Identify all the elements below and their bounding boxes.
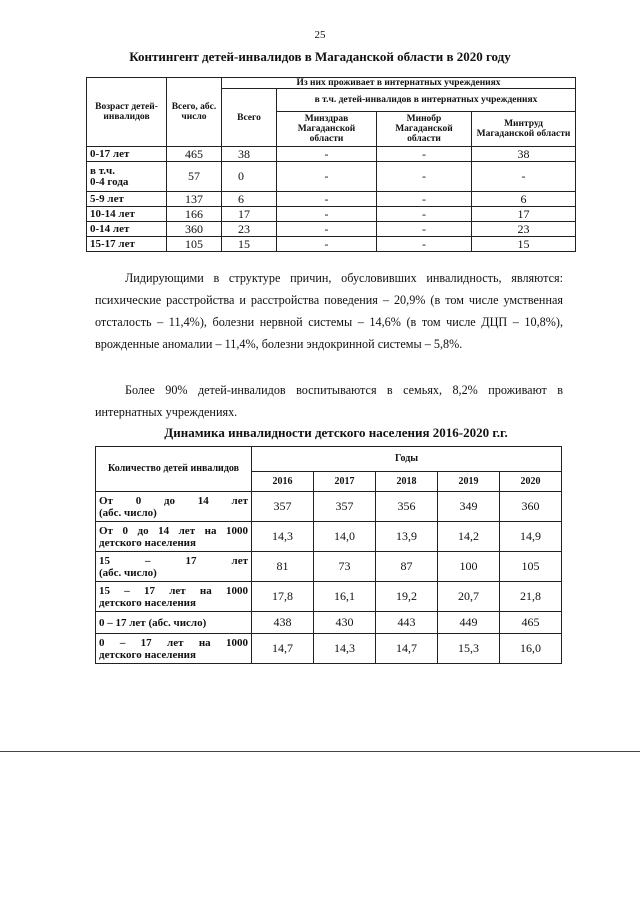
cell-2017: 14,3 bbox=[314, 634, 376, 664]
row-label-line1: 15 – 17 лет bbox=[99, 554, 248, 567]
cell-2018: 13,9 bbox=[376, 522, 438, 552]
year-2017: 2017 bbox=[314, 472, 376, 492]
header-count: Количество детей инвалидов bbox=[96, 447, 252, 492]
cell-2019: 14,2 bbox=[438, 522, 500, 552]
row-label-line2: детского населения bbox=[99, 596, 196, 609]
cell-2017: 16,1 bbox=[314, 582, 376, 612]
cell-minzdrav: - bbox=[277, 162, 377, 192]
year-2019: 2019 bbox=[438, 472, 500, 492]
table-row bbox=[87, 222, 576, 237]
cell-total: 137 bbox=[167, 192, 222, 207]
header-minobr: Минобр Магаданской области bbox=[377, 112, 472, 147]
year-2018: 2018 bbox=[376, 472, 438, 492]
cell-total: 166 bbox=[167, 207, 222, 222]
header-minzdrav: Минздрав Магаданской области bbox=[277, 112, 377, 147]
cell-2016: 14,7 bbox=[252, 634, 314, 664]
row-label-line1: От 0 до 14 лет на 1000 bbox=[99, 524, 248, 537]
table-row bbox=[87, 162, 576, 192]
children-disabled-contingent-table bbox=[86, 77, 576, 252]
row-label-line2: детского населения bbox=[99, 536, 196, 549]
cell-2020: 16,0 bbox=[500, 634, 562, 664]
header-age: Возраст детей-инвалидов bbox=[87, 78, 167, 147]
cell-minzdrav: - bbox=[277, 147, 377, 162]
year-2020: 2020 bbox=[500, 472, 562, 492]
paragraph-causes: Лидирующими в структуре причин, обусловивших инвалидность, являются: психические расстройства и расстройства поведения – 20,9% (в том числе умственная отсталость – 11,4%), болезни нервной системы – 14,6% (в том числе ДЦП – 10,8%), врожденные аномалии – 11,4%, болезни эндокринной системы – 5,8%. bbox=[95, 271, 563, 351]
row-label: 5-9 лет bbox=[87, 192, 167, 207]
cell-2017: 430 bbox=[314, 612, 376, 634]
cell-minzdrav: - bbox=[277, 192, 377, 207]
table-row bbox=[96, 582, 562, 612]
cell-2019: 15,3 bbox=[438, 634, 500, 664]
cell-2019: 100 bbox=[438, 552, 500, 582]
cell-2017: 14,0 bbox=[314, 522, 376, 552]
cell-2019: 349 bbox=[438, 492, 500, 522]
row-label bbox=[96, 492, 252, 522]
cell-2016: 81 bbox=[252, 552, 314, 582]
row-label: 0-14 лет bbox=[87, 222, 167, 237]
header-institutions: Из них проживает в интернатных учреждениях bbox=[222, 78, 576, 89]
header-total: Всего, абс. число bbox=[167, 78, 222, 147]
cell-2020: 21,8 bbox=[500, 582, 562, 612]
cell-total: 57 bbox=[167, 162, 222, 192]
cell-2020: 105 bbox=[500, 552, 562, 582]
cell-2020: 14,9 bbox=[500, 522, 562, 552]
table-row bbox=[87, 192, 576, 207]
cell-minobr: - bbox=[377, 147, 472, 162]
cell-minobr: - bbox=[377, 162, 472, 192]
row-label-line2: (абс. число) bbox=[99, 506, 157, 519]
cell-2016: 357 bbox=[252, 492, 314, 522]
paragraph-families: Более 90% детей-инвалидов воспитываются в семьях, 8,2% проживают в интернатных учреждениях. bbox=[95, 383, 563, 419]
row-label bbox=[96, 582, 252, 612]
year-2016: 2016 bbox=[252, 472, 314, 492]
header-incl: в т.ч. детей-инвалидов в интернатных учреждениях bbox=[277, 89, 576, 112]
footer-divider bbox=[0, 751, 640, 752]
row-label bbox=[96, 552, 252, 582]
table-row bbox=[96, 522, 562, 552]
header-mintrud: Минтруд Магаданской области bbox=[472, 112, 576, 147]
cell-2019: 20,7 bbox=[438, 582, 500, 612]
cell-minzdrav: - bbox=[277, 237, 377, 252]
cell-mintrud: 17 bbox=[472, 207, 576, 222]
cell-inst: 23 bbox=[222, 222, 277, 237]
row-label-line1: 15 – 17 лет на 1000 bbox=[99, 584, 248, 597]
cell-2018: 14,7 bbox=[376, 634, 438, 664]
cell-2017: 73 bbox=[314, 552, 376, 582]
cell-mintrud: 15 bbox=[472, 237, 576, 252]
cell-minzdrav: - bbox=[277, 207, 377, 222]
cell-total: 360 bbox=[167, 222, 222, 237]
cell-mintrud: - bbox=[472, 162, 576, 192]
cell-2016: 438 bbox=[252, 612, 314, 634]
row-label: 10-14 лет bbox=[87, 207, 167, 222]
row-label bbox=[96, 634, 252, 664]
cell-2017: 357 bbox=[314, 492, 376, 522]
cell-mintrud: 23 bbox=[472, 222, 576, 237]
row-label bbox=[87, 162, 167, 192]
header-years: Годы bbox=[252, 447, 562, 472]
cell-inst: 15 bbox=[222, 237, 277, 252]
table-row bbox=[96, 634, 562, 664]
table-row bbox=[87, 237, 576, 252]
cell-minzdrav: - bbox=[277, 222, 377, 237]
row-label-line1: 0 – 17 лет на 1000 bbox=[99, 636, 248, 649]
cell-inst: 38 bbox=[222, 147, 277, 162]
row-label-line2: (абс. число) bbox=[99, 566, 157, 579]
row-label-line2: детского населения bbox=[99, 648, 196, 661]
row-label-line1: в т.ч. bbox=[90, 164, 115, 177]
row-label: 15-17 лет bbox=[87, 237, 167, 252]
cell-total: 105 bbox=[167, 237, 222, 252]
cell-2020: 465 bbox=[500, 612, 562, 634]
cell-2020: 360 bbox=[500, 492, 562, 522]
row-label-line2: 0-4 года bbox=[90, 175, 129, 188]
row-label-line1: От 0 до 14 лет bbox=[99, 494, 248, 507]
cell-mintrud: 38 bbox=[472, 147, 576, 162]
cell-total: 465 bbox=[167, 147, 222, 162]
disability-dynamics-table bbox=[95, 446, 562, 664]
table-row bbox=[96, 612, 562, 634]
table-row bbox=[96, 552, 562, 582]
cell-inst: 17 bbox=[222, 207, 277, 222]
row-label: 0 – 17 лет (абс. число) bbox=[96, 612, 252, 634]
cell-mintrud: 6 bbox=[472, 192, 576, 207]
cell-minobr: - bbox=[377, 192, 472, 207]
cell-2018: 87 bbox=[376, 552, 438, 582]
header-inst-total: Всего bbox=[222, 89, 277, 147]
cell-inst: 6 bbox=[222, 192, 277, 207]
cell-2018: 443 bbox=[376, 612, 438, 634]
cell-inst: 0 bbox=[222, 162, 277, 192]
cell-2018: 356 bbox=[376, 492, 438, 522]
table2-title: Динамика инвалидности детского населения 2016-2020 г.г. bbox=[164, 425, 508, 440]
cell-2016: 17,8 bbox=[252, 582, 314, 612]
cell-minobr: - bbox=[377, 207, 472, 222]
cell-2016: 14,3 bbox=[252, 522, 314, 552]
table-row bbox=[96, 492, 562, 522]
cell-minobr: - bbox=[377, 222, 472, 237]
table1-title: Контингент детей-инвалидов в Магаданской области в 2020 году bbox=[129, 49, 511, 64]
cell-2019: 449 bbox=[438, 612, 500, 634]
page-number: 25 bbox=[314, 29, 326, 41]
cell-minobr: - bbox=[377, 237, 472, 252]
table-row bbox=[87, 147, 576, 162]
table-row bbox=[87, 207, 576, 222]
row-label: 0-17 лет bbox=[87, 147, 167, 162]
row-label bbox=[96, 522, 252, 552]
cell-2018: 19,2 bbox=[376, 582, 438, 612]
